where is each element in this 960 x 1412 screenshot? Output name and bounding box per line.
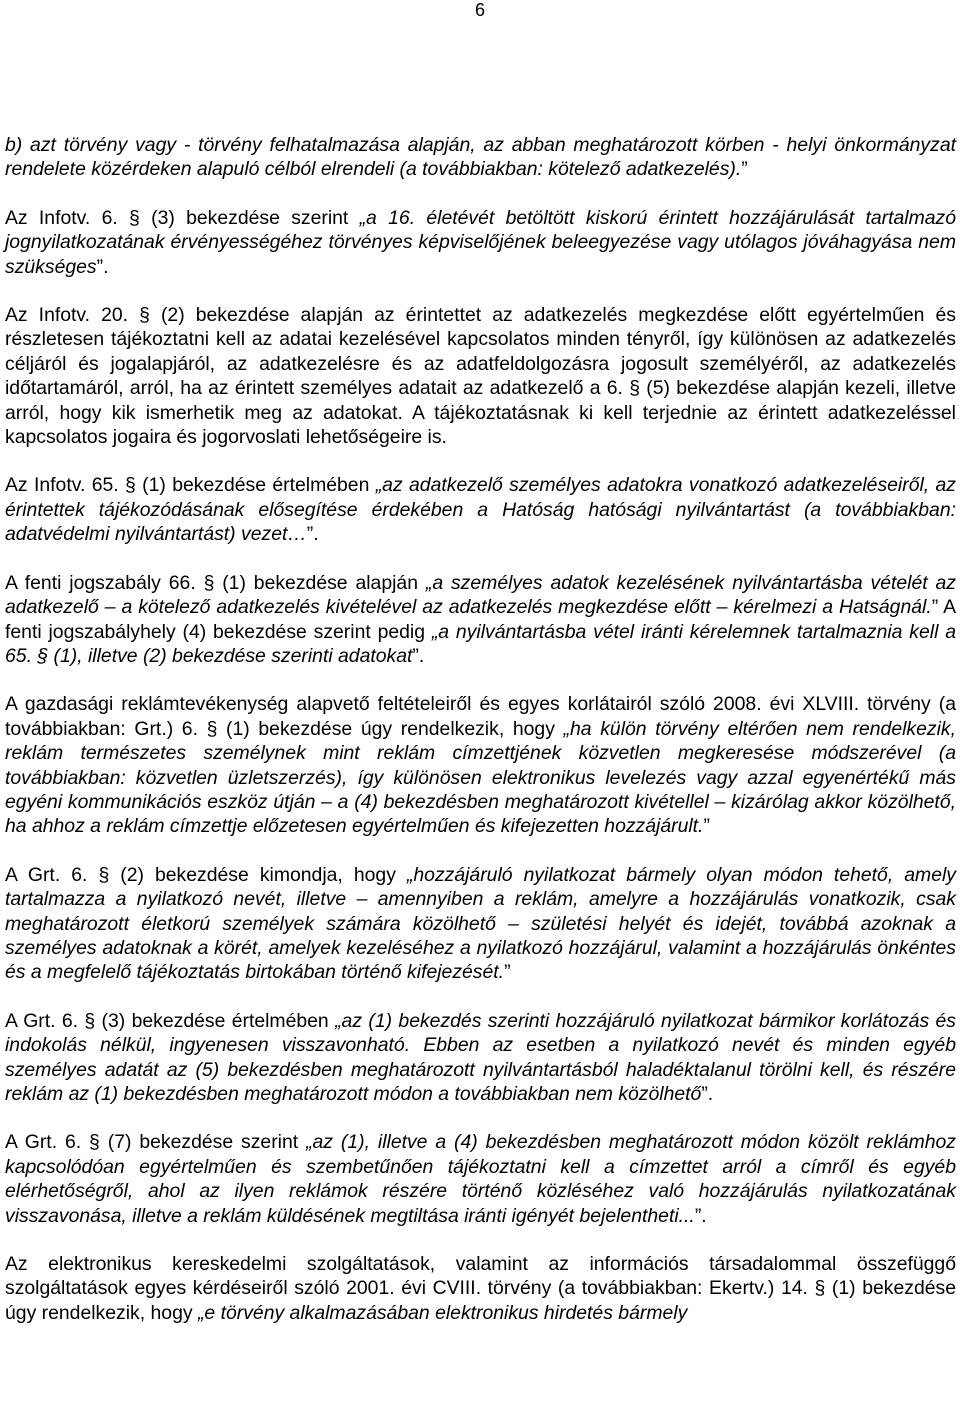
body-text: ”. [96,255,109,278]
body-text: ”. [412,644,425,667]
body-text: A Grt. 6. § (2) bekezdése kimondja, hogy [5,863,407,886]
body-text: A Grt. 6. § (7) bekezdése szerint [5,1131,307,1154]
body-text: Az Infotv. 6. § (3) bekezdése szerint [5,206,360,229]
paragraph [5,206,956,279]
body-text: ”. [694,1204,707,1227]
body-text: A fenti jogszabály 66. § (1) bekezdése alapján [5,571,426,594]
body-text: A Grt. 6. § (3) bekezdése értelmében [5,1009,336,1032]
paragraph [5,692,956,838]
body-text: ”. [306,523,319,546]
body-text: Az Infotv. 20. § (2) bekezdése alapján az érintettet az adatkezelés megkezdése előtt egyértelműen és részletesen tájékoztatni kell az adatai kezelésével kapcsolatos minden tényről, így különösen az adatkezelés céljáról és jogalapjáról, az adatkezelésre és az adatfeldolgozásra jogosult személyéről, az adatkezelés időtartamáról, arról, ha az érintett személyes adatait az adatkezelő a 6. § (5) bekezdése alapján kezeli, illetve arról, hogy kik ismerhetik meg az adatokat. A tájékoztatásnak ki kell terjednie az érintett adatkezeléssel kapcsolatos jogaira és jogorvoslati lehetőségeire is. [5,304,956,449]
paragraph [5,863,956,985]
quoted-text: „hozzájáruló nyilatkozat bármely olyan módon tehető, amely tartalmazza a nyilatkozó nevét, illetve – amennyiben a reklám, amelyre a hozzájárulás vonatkozik, csak meghatározott életkorú személyek számára közölhető – születési helyét és idejét, továbbá azoknak a személyes adatoknak a körét, amelyek kezeléséhez a nyilatkozó hozzájárul, valamint a hozzájárulás önkéntes és a megfelelő tájékoztatás birtokában történő kifejezését. [5,863,956,984]
body-text: ”. [701,1083,714,1105]
paragraph [5,303,956,449]
quoted-text: „az (1), illetve a (4) bekezdésben meghatározott módon közölt reklámhoz kapcsolódóan egyértelműen és szembetűnően tájékoztatni kell a címzettet arról a címről és egyéb elérhetőségről, ahol az ilyen reklámok részére történő közléséhez való hozzájárulás nyilatkozatának visszavonása, illetve a reklám küldésének megtiltása iránti igényét bejelentheti... [5,1131,956,1227]
quoted-text: „e törvény alkalmazásában elektronikus hirdetés bármely [197,1301,688,1324]
body-text: Az elektronikus kereskedelmi szolgáltatások, valamint az információs társadalommal összefüggő szolgáltatások egyes kérdéseiről szóló 2001. évi CVIII. törvény (a továbbiakban: Ekertv.) 14. § (1) bekezdése úgy rendelkezik, hogy [5,1253,956,1324]
quoted-text: „a személyes adatok kezelésének nyilvántartásba vételét az adatkezelő – a kötelező adatkezelés kivételével az adatkezelés megkezdése előtt – kérelmezi a Hatságnál. [5,571,956,619]
quoted-text: „az adatkezelő személyes adatokra vonatkozó adatkezeléseiről, az érintettek tájékozódásának elősegítése érdekében a Hatóság hatósági nyilvántartást (a továbbiakban: adatvédelmi nyilvántartást) vezet… [5,474,957,546]
paragraph [5,1252,956,1325]
page-number: 6 [474,0,485,20]
body-text: Az Infotv. 65. § (1) bekezdése értelmében [5,474,376,497]
quoted-text: „az (1) bekezdés szerinti hozzájáruló nyilatkozat bármikor korlátozás és indokolás nélkül, ingyenesen visszavonható. Ebben az esetben a nyilatkozó nevét és minden egyéb személyes adatát az (5) bekezdésben meghatározott nyilvántartásból haladéktalanul törölni kell, és részére reklám az (1) bekezdésben meghatározott módon a továbbiakban nem közölhető [5,1009,956,1105]
quoted-text: b) azt törvény vagy - törvény felhatalmazása alapján, az abban meghatározott körben - helyi önkormányzat rendelete közérdeken alapuló célból elrendeli (a továbbiakban: kötelező adatkezelés). [5,134,956,181]
paragraph [5,133,956,182]
quoted-text: „ha külön törvény eltérően nem rendelkezik, reklám természetes személynek mint reklám címzettjének közvetlen megkeresése módszerével (a továbbiakban: közvetlen üzletszerzés), így különösen elektronikus levelezés vagy azzal egyenértékű más egyéni kommunikációs eszköz útján – a (4) bekezdésben meghatározott kivétellel – kizárólag akkor közölhető, ha ahhoz a reklám címzettje előzetesen egyértelműen és kifejezetten hozzájárult. [5,717,956,838]
body-text: A gazdasági reklámtevékenység alapvető feltételeiről és egyes korlátairól szóló 2008. évi XLVIII. törvény (a továbbiakban: Grt.) 6. § (1) bekezdése úgy rendelkezik, hogy [5,693,956,740]
paragraph [5,1009,956,1107]
paragraph [5,473,956,546]
quoted-text: „a nyilvántartásba vétel iránti kérelemnek tartalmaznia kell a 65. § (1), illetve (2) bekezdése szerinti adatokat [5,620,956,667]
document-body [5,133,956,1325]
paragraph [5,571,956,669]
quoted-text: „a 16. életévét betöltött kiskorú érintett hozzájárulását tartalmazó jognyilatkozatának érvényességéhez törvényes képviselőjének beleegyezése vagy utólagos jóváhagyása nem szükséges [5,206,956,278]
body-text: ” [504,961,511,984]
body-text: ” [703,815,710,838]
body-text: ” [741,158,748,181]
body-text: ” A fenti jogszabályhely (4) bekezdése szerint pedig [5,596,957,643]
paragraph [5,1130,956,1228]
